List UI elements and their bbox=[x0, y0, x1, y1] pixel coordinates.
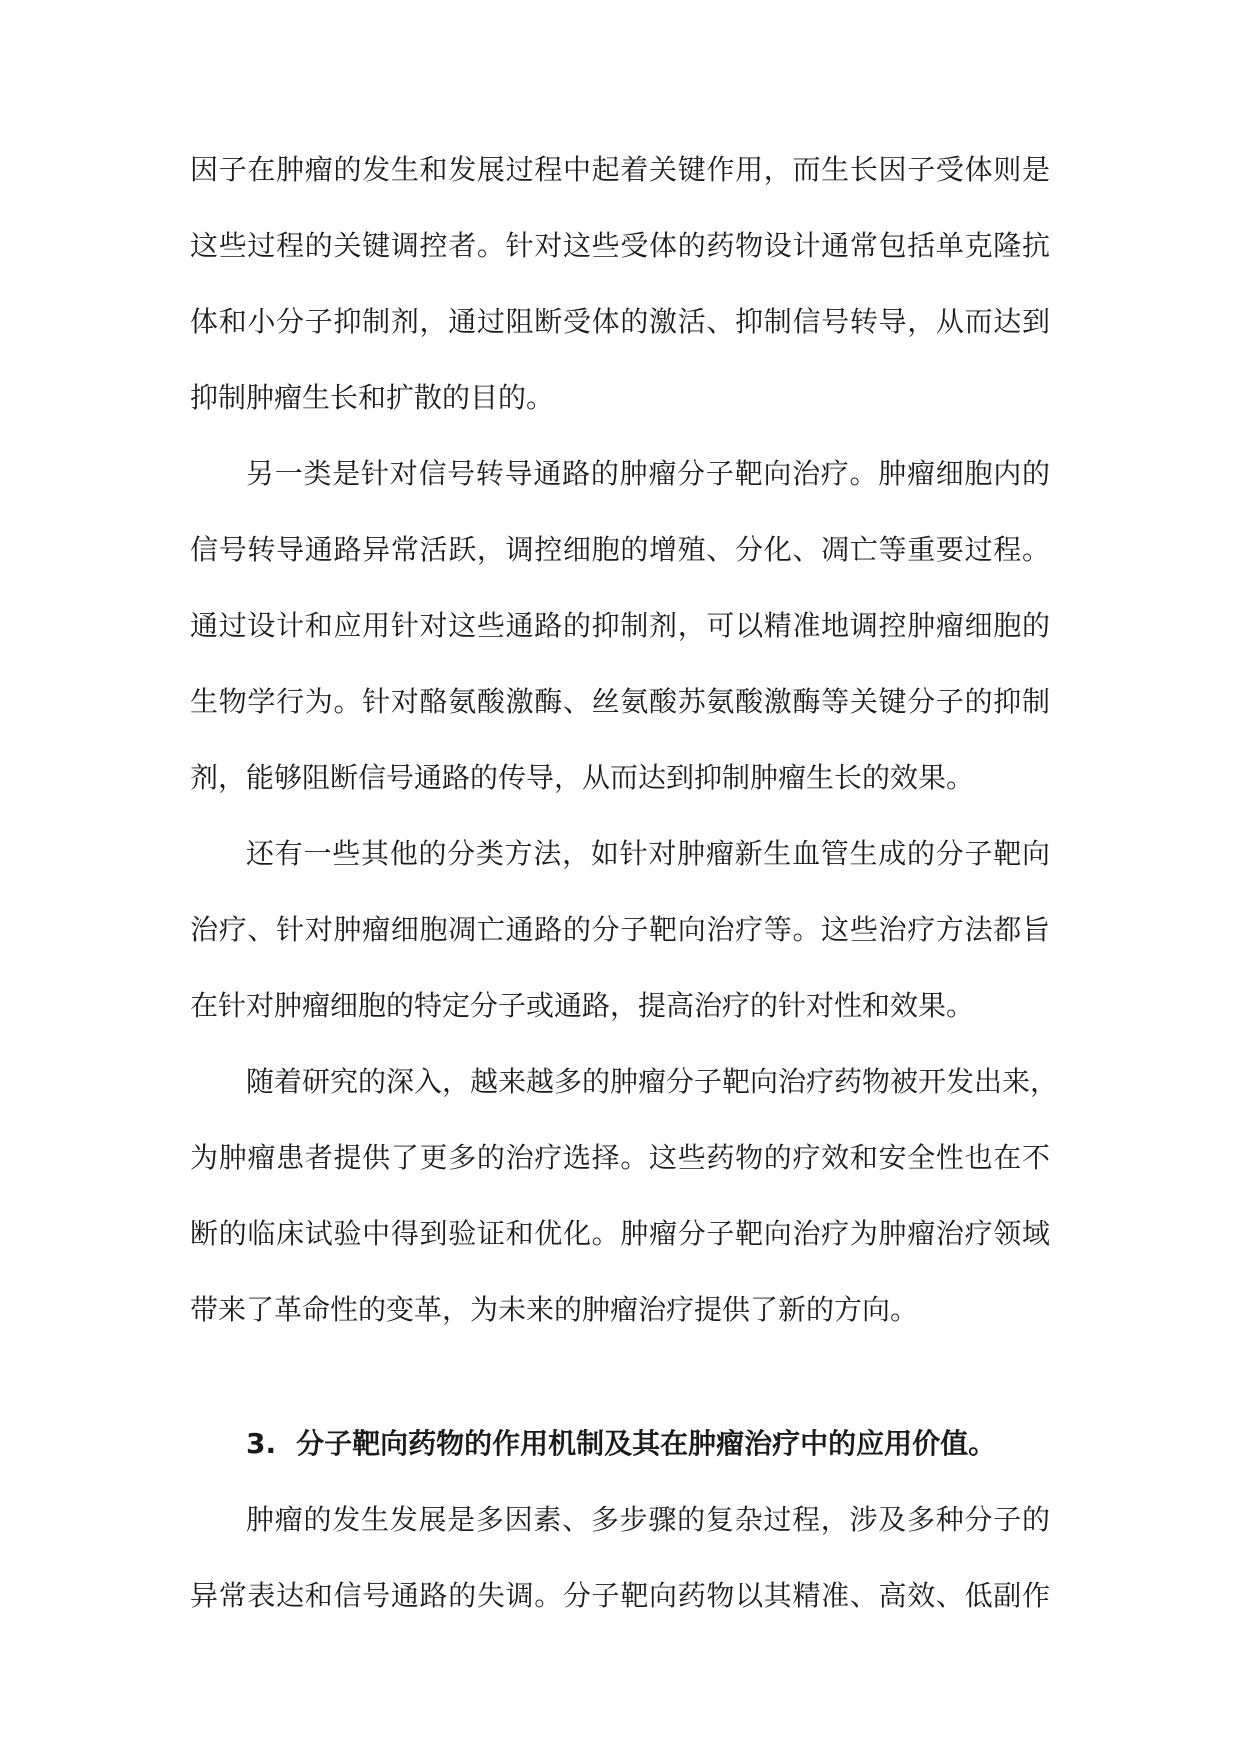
text-line: 信号转导通路异常活跃，调控细胞的增殖、分化、凋亡等重要过程。 bbox=[190, 533, 1050, 566]
text-line: 另一类是针对信号转导通路的肿瘤分子靶向治疗。肿瘤细胞内的 bbox=[246, 457, 1050, 490]
text-line: 随着研究的深入，越来越多的肿瘤分子靶向治疗药物被开发出来， bbox=[246, 1065, 1059, 1098]
text-line: 异常表达和信号通路的失调。分子靶向药物以其精准、高效、低副作 bbox=[190, 1579, 1050, 1612]
text-line: 这些过程的关键调控者。针对这些受体的药物设计通常包括单克隆抗 bbox=[190, 229, 1050, 262]
section-heading bbox=[190, 1414, 1050, 1490]
text-line: 带来了革命性的变革，为未来的肿瘤治疗提供了新的方向。 bbox=[190, 1293, 919, 1326]
text-line: 体和小分子抑制剂，通过阻断受体的激活、抑制信号转导，从而达到 bbox=[190, 305, 1050, 338]
section-number: 3. bbox=[246, 1427, 277, 1460]
text-line: 剂，能够阻断信号通路的传导，从而达到抑制肿瘤生长的效果。 bbox=[190, 761, 975, 794]
paragraph bbox=[190, 1490, 1050, 1642]
text-line: 在针对肿瘤细胞的特定分子或通路，提高治疗的针对性和效果。 bbox=[190, 989, 975, 1022]
text-line: 断的临床试验中得到验证和优化。肿瘤分子靶向治疗为肿瘤治疗领域 bbox=[190, 1217, 1050, 1250]
text-line: 生物学行为。针对酪氨酸激酶、丝氨酸苏氨酸激酶等关键分子的抑制 bbox=[190, 685, 1050, 718]
text-line: 还有一些其他的分类方法，如针对肿瘤新生血管生成的分子靶向 bbox=[246, 837, 1050, 870]
text-line: 通过设计和应用针对这些通路的抑制剂，可以精准地调控肿瘤细胞的 bbox=[190, 609, 1050, 642]
text-line: 抑制肿瘤生长和扩散的目的。 bbox=[190, 381, 555, 414]
text-line: 治疗、针对肿瘤细胞凋亡通路的分子靶向治疗等。这些治疗方法都旨 bbox=[190, 913, 1050, 946]
text-line: 肿瘤的发生发展是多因素、多步骤的复杂过程，涉及多种分子的 bbox=[246, 1503, 1050, 1536]
text-line: 因子在肿瘤的发生和发展过程中起着关键作用，而生长因子受体则是 bbox=[190, 153, 1050, 186]
paragraph bbox=[190, 1052, 1059, 1356]
section-title: 分子靶向药物的作用机制及其在肿瘤治疗中的应用价值。 bbox=[296, 1427, 997, 1460]
section-spacer bbox=[190, 1356, 1050, 1414]
paragraph bbox=[190, 824, 1050, 1052]
document-body bbox=[190, 140, 1059, 1642]
paragraph bbox=[190, 140, 1050, 444]
paragraph bbox=[190, 444, 1050, 824]
text-line: 为肿瘤患者提供了更多的治疗选择。这些药物的疗效和安全性也在不 bbox=[190, 1141, 1050, 1174]
